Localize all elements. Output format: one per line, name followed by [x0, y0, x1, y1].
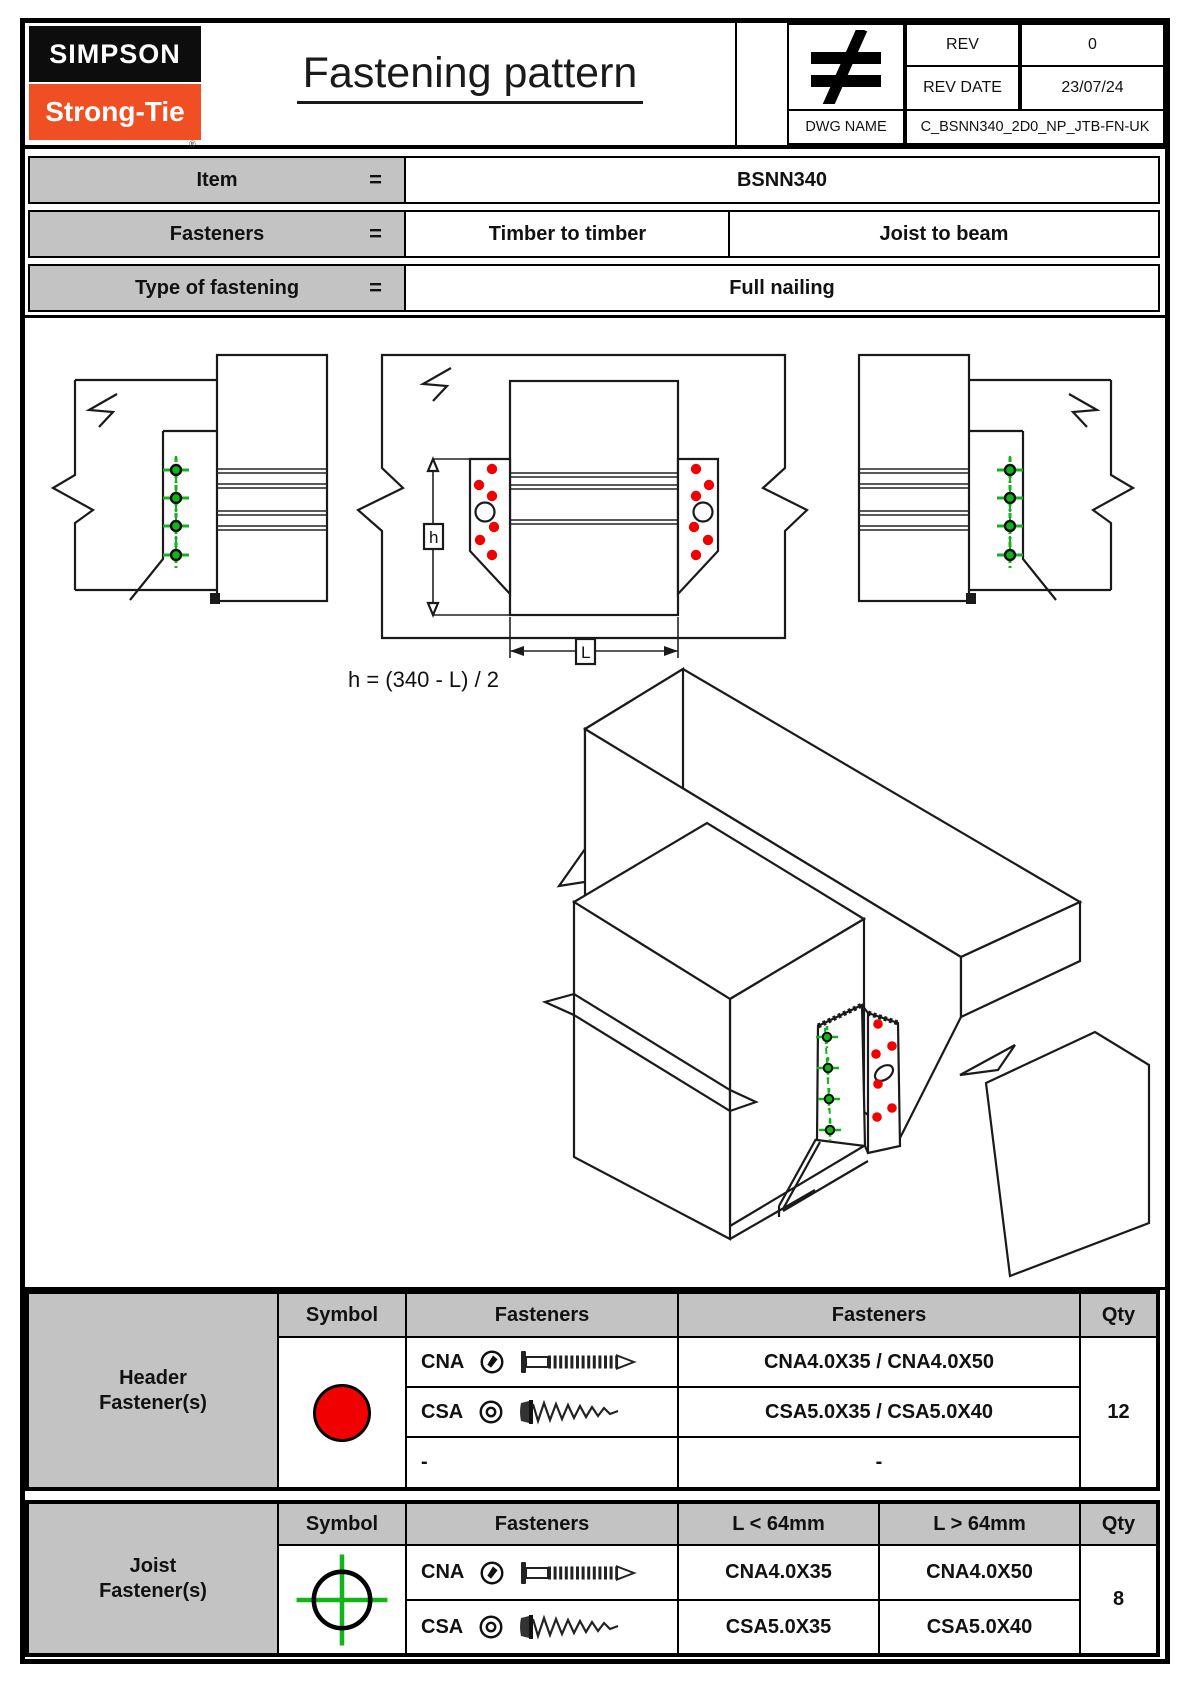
equals-sign: =	[369, 221, 382, 246]
dwg-name-label: DWG NAME	[787, 109, 905, 145]
simpson-strongtie-logo	[29, 26, 201, 149]
nail-head-top-view-icon	[478, 1559, 506, 1587]
fasteners-value-1: Timber to timber	[404, 210, 731, 258]
item-value: BSNN340	[404, 156, 1160, 204]
fastener-row-cna: CNA	[406, 1337, 678, 1387]
joist-fastener-symbol-cell	[278, 1545, 406, 1654]
rev-date-label: REV DATE	[905, 65, 1020, 111]
header-qty-value: 12	[1080, 1337, 1157, 1488]
drawing-area	[25, 315, 1165, 1290]
equals-sign: =	[369, 275, 382, 300]
item-label-cell	[28, 156, 406, 204]
cna-gt-value: CNA4.0X50	[879, 1545, 1080, 1600]
h-formula: h = (340 - L) / 2	[348, 667, 500, 692]
csa-gt-value: CSA5.0X40	[879, 1600, 1080, 1654]
title-block	[25, 23, 1165, 149]
header-divider	[735, 23, 737, 145]
technical-drawing	[25, 318, 1161, 1284]
cna-lt-value: CNA4.0X35	[678, 1545, 879, 1600]
logo-strongtie: Strong-Tie	[29, 84, 201, 140]
fasteners-column-header: Fasteners	[406, 1293, 678, 1337]
fastener-row-dash: -	[406, 1437, 678, 1488]
red-circle-symbol-icon	[313, 1384, 371, 1442]
ring-shank-nail-icon	[520, 1560, 640, 1586]
header-fastener-symbol-cell	[278, 1337, 406, 1488]
screw-head-top-view-icon	[477, 1398, 505, 1426]
csa-sizes: CSA5.0X35 / CSA5.0X40	[678, 1387, 1080, 1437]
symbol-column-header: Symbol	[278, 1293, 406, 1337]
header-fasteners-row-label: Header Fastener(s)	[28, 1293, 278, 1488]
front-view	[348, 355, 807, 692]
fasteners-column-header: Fasteners	[406, 1503, 678, 1545]
fasteners-column-header-2: Fasteners	[678, 1293, 1080, 1337]
fastener-row-csa: CSA	[406, 1387, 678, 1437]
fasteners-label: Fasteners	[169, 222, 265, 245]
item-label: Item	[196, 168, 238, 191]
qty-column-header: Qty	[1080, 1503, 1157, 1545]
qty-column-header: Qty	[1080, 1293, 1157, 1337]
length-lt-column-header: L < 64mm	[678, 1503, 879, 1545]
symbol-column-header: Symbol	[278, 1503, 406, 1545]
dash-value: -	[678, 1437, 1080, 1488]
length-gt-column-header: L > 64mm	[879, 1503, 1080, 1545]
wood-screw-icon	[519, 1399, 639, 1425]
svg-text:h: h	[429, 528, 439, 547]
type-value: Full nailing	[404, 264, 1160, 312]
wood-screw-icon	[519, 1614, 639, 1640]
rev-label: REV	[905, 23, 1020, 67]
sheet-frame	[20, 18, 1170, 1664]
not-equal-glyph	[803, 30, 889, 104]
dwg-name-value: C_BSNN340_2D0_NP_JTB-FN-UK	[905, 109, 1165, 145]
page-title: Fastening pattern	[205, 49, 735, 98]
nail-head-top-view-icon	[478, 1348, 506, 1376]
rev-value: 0	[1020, 23, 1165, 67]
equals-sign: =	[369, 167, 382, 192]
joist-fasteners-row-label: Joist Fastener(s)	[28, 1503, 278, 1654]
joist-qty-value: 8	[1080, 1545, 1157, 1654]
not-equal-logo-icon	[787, 23, 905, 111]
green-crosshair-symbol-icon	[292, 1550, 392, 1650]
side-view-left	[53, 355, 327, 604]
header-fastener-table	[25, 1290, 1160, 1491]
fasteners-value-2: Joist to beam	[728, 210, 1160, 258]
logo-simpson: SIMPSON	[29, 26, 201, 82]
registered-mark: ®	[189, 139, 196, 149]
svg-text:L: L	[581, 643, 591, 662]
fastener-row-cna: CNA	[406, 1545, 678, 1600]
isometric-view	[545, 669, 1149, 1276]
cna-sizes: CNA4.0X35 / CNA4.0X50	[678, 1337, 1080, 1387]
csa-lt-value: CSA5.0X35	[678, 1600, 879, 1654]
type-of-fastening-label: Type of fastening	[134, 276, 300, 299]
rev-date-value: 23/07/24	[1020, 65, 1165, 111]
fasteners-label-cell	[28, 210, 406, 258]
joist-fastener-table	[25, 1500, 1160, 1657]
fastener-row-csa: CSA	[406, 1600, 678, 1654]
screw-head-top-view-icon	[477, 1613, 505, 1641]
ring-shank-nail-icon	[520, 1349, 640, 1375]
side-view-right	[859, 355, 1133, 604]
type-label-cell	[28, 264, 406, 312]
